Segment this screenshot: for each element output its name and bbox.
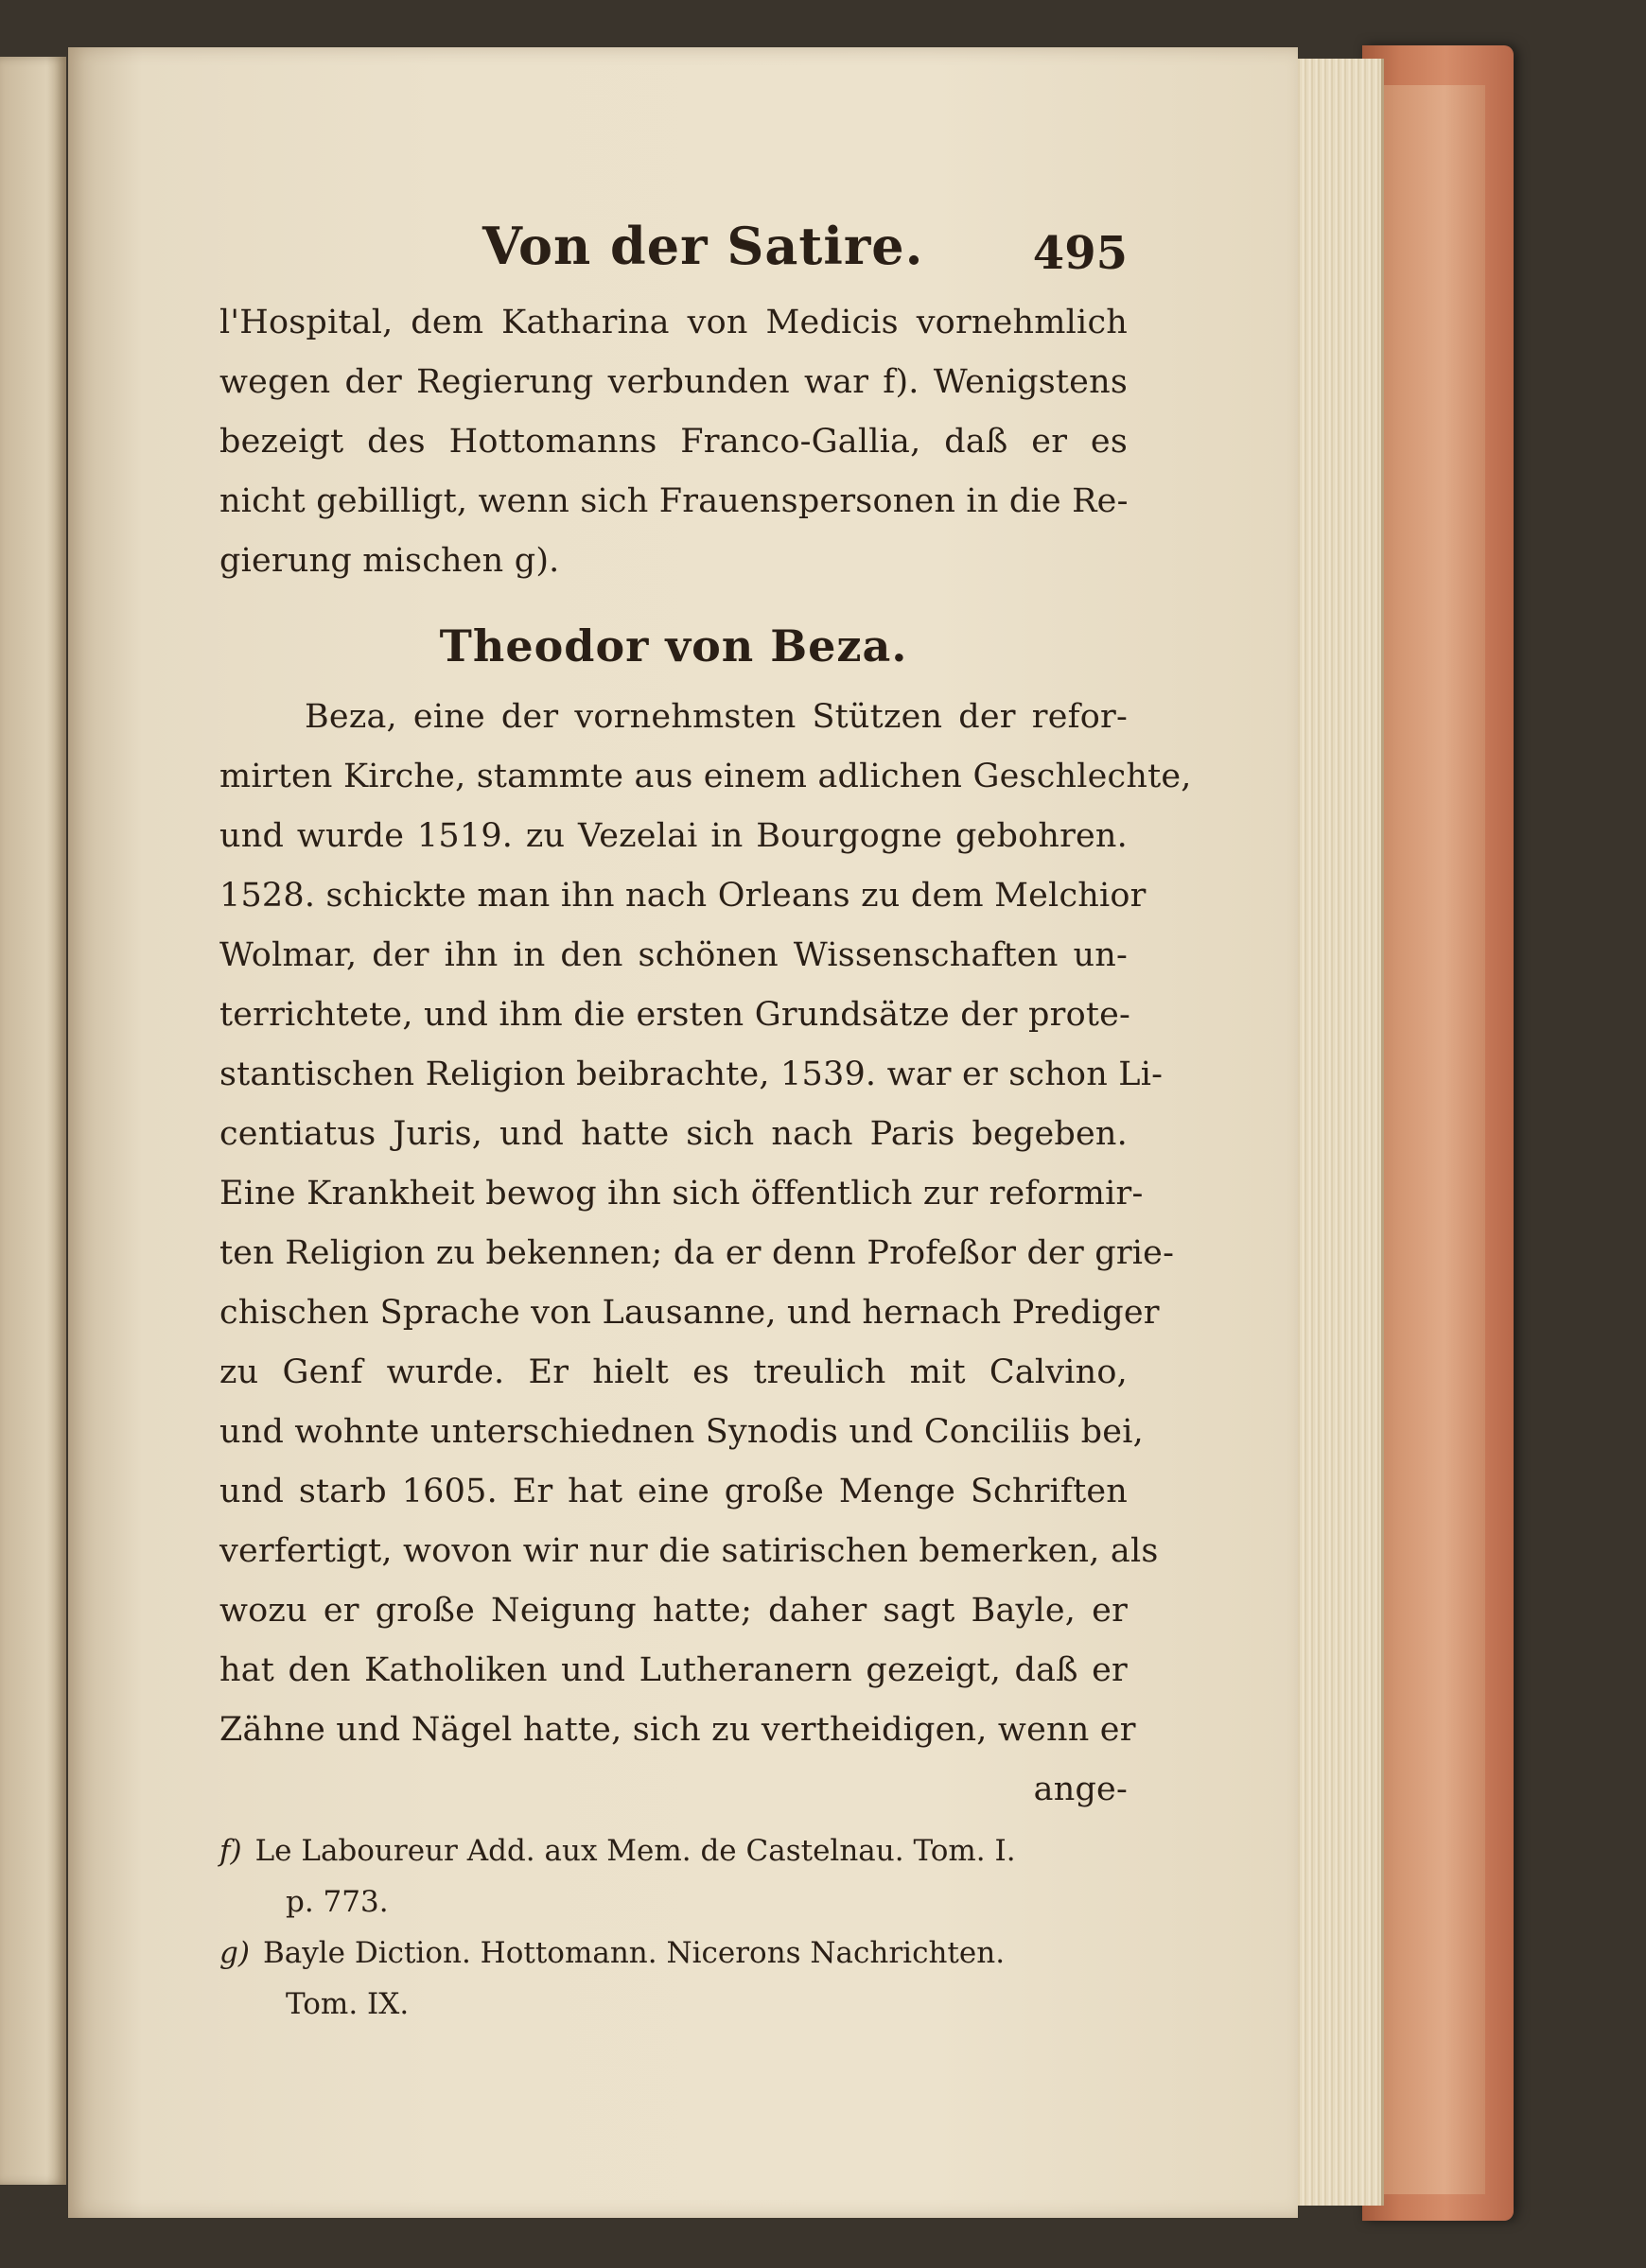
text-line: wegen der Regierung verbunden war f). Wenigstens [219, 363, 1128, 401]
text-line: bezeigt des Hottomanns Franco-Gallia, daß er es [219, 423, 1128, 461]
footnote-continuation: p. 773. [286, 1885, 389, 1919]
text-line: wozu er große Neigung hatte; daher sagt Bayle, er [219, 1592, 1128, 1630]
paragraph-main [219, 688, 1192, 1820]
text-line: zu Genf wurde. Er hielt es treulich mit Calvino, [219, 1353, 1128, 1391]
footnote-mark: g) [219, 1936, 250, 1970]
text-line: hat den Katholiken und Lutheranern gezeigt, daß er [219, 1651, 1128, 1689]
page-header [219, 208, 1128, 293]
text-line: und wohnte unterschiednen Synodis und Conciliis bei, [219, 1413, 1144, 1451]
footnote-text: Le Laboureur Add. aux Mem. de Castelnau. Tom. I. [254, 1834, 1016, 1868]
text-line: verfertigt, wovon wir nur die satirischen bemerken, als [219, 1532, 1159, 1570]
text-line: gierung mischen g). [219, 542, 560, 580]
footnotes [219, 1825, 1128, 2030]
text-line: 1528. schickte man ihn nach Orleans zu dem Melchior [219, 877, 1147, 915]
book-page [68, 47, 1298, 2218]
text-line: ten Religion zu bekennen; da er denn Profeßor der grie- [219, 1234, 1175, 1272]
text-line: und starb 1605. Er hat eine große Menge Schriften [219, 1473, 1128, 1510]
text-line: und wurde 1519. zu Vezelai in Bourgogne gebohren. [219, 817, 1128, 855]
footnote-f [219, 1825, 1128, 1876]
text-line: terrichtete, und ihm die ersten Grundsätze der prote- [219, 996, 1131, 1034]
page-number: 495 [1032, 227, 1128, 280]
text-line: nicht gebilligt, wenn sich Frauenspersonen in die Re- [219, 482, 1129, 520]
footnote-text: Bayle Diction. Hottomann. Nicerons Nachrichten. [262, 1936, 1006, 1970]
text-line: stantischen Religion beibrachte, 1539. war er schon Li- [219, 1055, 1164, 1093]
section-heading: Theodor von Beza. [439, 620, 908, 672]
running-head: Von der Satire. [482, 216, 924, 276]
footnote-mark: f) [219, 1834, 242, 1868]
paragraph-top [219, 293, 1128, 591]
text-line: Beza, eine der vornehmsten Stützen der refor- [305, 698, 1128, 736]
footnote-continuation: Tom. IX. [286, 1987, 410, 2021]
text-line: chischen Sprache von Lausanne, und hernach Prediger [219, 1294, 1160, 1332]
text-line: mirten Kirche, stammte aus einem adlichen Geschlechte, [219, 758, 1192, 795]
text-line: Wolmar, der ihn in den schönen Wissenschaften un- [219, 936, 1128, 974]
footnote-g [219, 1928, 1128, 1979]
catchword: ange- [1033, 1771, 1128, 1808]
text-line: Eine Krankheit bewog ihn sich öffentlich zur reformir- [219, 1175, 1144, 1213]
text-line: l'Hospital, dem Katharina von Medicis vornehmlich [219, 304, 1128, 341]
cover-lining [1381, 85, 1485, 2194]
text-line: centiatus Juris, und hatte sich nach Paris begeben. [219, 1115, 1128, 1153]
text-line: Zähne und Nägel hatte, sich zu vertheidigen, wenn er [219, 1711, 1136, 1749]
text-block [219, 208, 1192, 2030]
facing-page-edge [0, 57, 66, 2185]
